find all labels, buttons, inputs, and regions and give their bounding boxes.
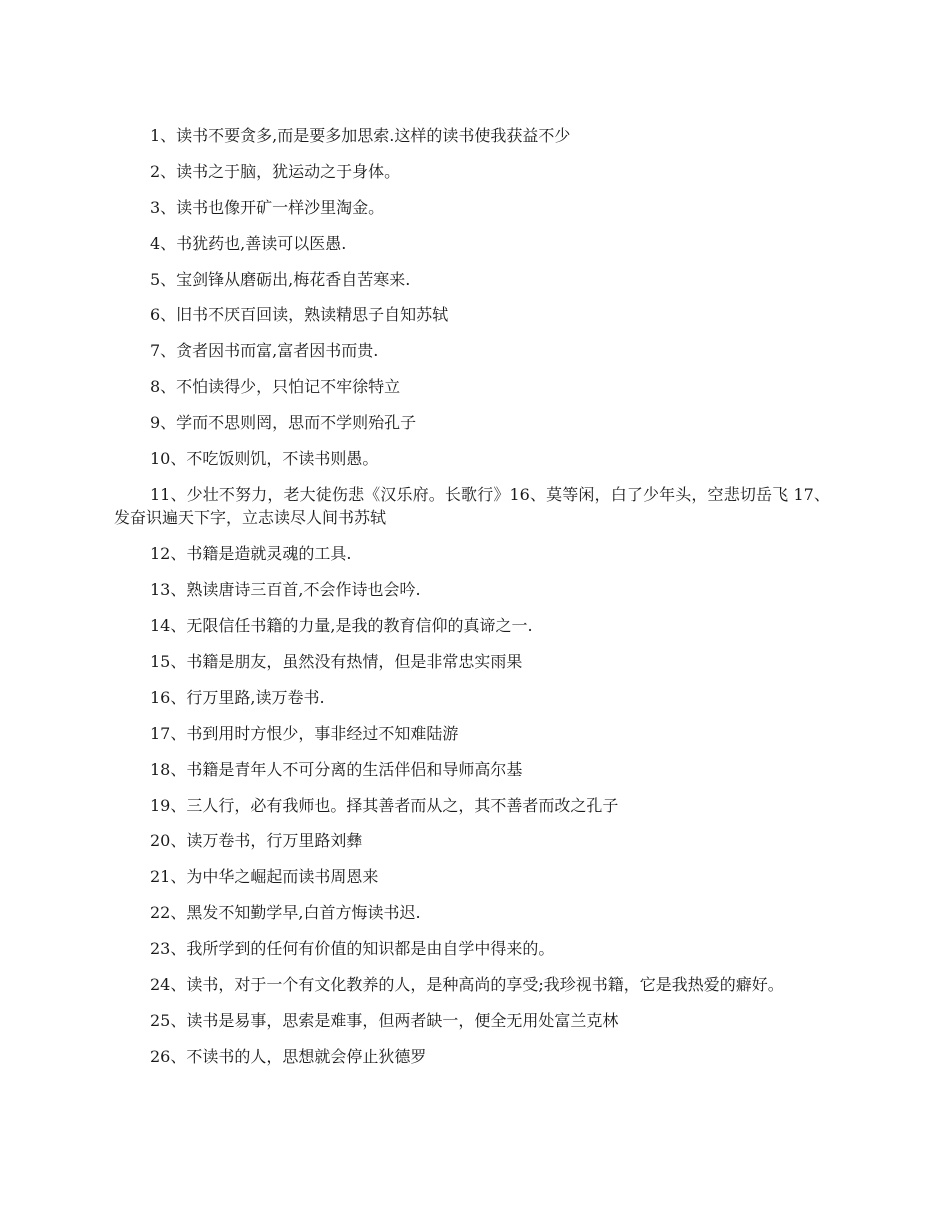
quote-paragraph-18: 18、书籍是青年人不可分离的生活伴侣和导师高尔基 — [150, 759, 523, 779]
quote-paragraph-10: 10、不吃饭则饥，不读书则愚。 — [150, 449, 379, 469]
quote-paragraph-17: 17、书到用时方恨少，事非经过不知难陆游 — [150, 723, 459, 743]
quote-paragraph-19: 19、三人行，必有我师也。择其善者而从之，其不善者而改之孔子 — [150, 795, 619, 815]
quote-paragraph-11: 11、少壮不努力，老大徒伤悲《汉乐府。长歌行》16、莫等闲，白了少年头，空悲切岳飞 17、发奋识遍天下字，立志读尽人间书苏轼 — [114, 484, 830, 528]
quote-paragraph-5: 5、宝剑锋从磨砺出,梅花香自苦寒来. — [150, 269, 411, 289]
quote-paragraph-25: 25、读书是易事，思索是难事，但两者缺一，便全无用处富兰克林 — [150, 1010, 619, 1030]
quote-list — [114, 124, 830, 1081]
quote-paragraph-22: 22、黑发不知勤学早,白首方悔读书迟. — [150, 903, 421, 923]
quote-paragraph-13: 13、熟读唐诗三百首,不会作诗也会吟. — [150, 580, 421, 600]
quote-paragraph-4: 4、书犹药也,善读可以医愚. — [150, 233, 347, 253]
quote-paragraph-16: 16、行万里路,读万卷书. — [150, 687, 325, 707]
quote-paragraph-6: 6、旧书不厌百回读，熟读精思子自知苏轼 — [150, 305, 449, 325]
quote-paragraph-9: 9、学而不思则罔，思而不学则殆孔子 — [150, 413, 417, 433]
quote-paragraph-26: 26、不读书的人，思想就会停止狄德罗 — [150, 1046, 427, 1066]
quote-paragraph-14: 14、无限信任书籍的力量,是我的教育信仰的真谛之一. — [150, 616, 533, 636]
quote-paragraph-24: 24、读书，对于一个有文化教养的人，是种高尚的享受;我珍视书籍，它是我热爱的癖好。 — [150, 974, 784, 994]
quote-paragraph-2: 2、读书之于脑，犹运动之于身体。 — [150, 161, 401, 181]
quote-paragraph-12: 12、书籍是造就灵魂的工具. — [150, 544, 352, 564]
quote-paragraph-20: 20、读万卷书，行万里路刘彝 — [150, 831, 363, 851]
quote-paragraph-7: 7、贪者因书而富,富者因书而贵. — [150, 341, 379, 361]
quote-paragraph-21: 21、为中华之崛起而读书周恩来 — [150, 867, 379, 887]
quote-paragraph-15: 15、书籍是朋友，虽然没有热情，但是非常忠实雨果 — [150, 651, 523, 671]
quote-paragraph-3: 3、读书也像开矿一样沙里淘金。 — [150, 197, 385, 217]
quote-paragraph-23: 23、我所学到的任何有价值的知识都是由自学中得来的。 — [150, 939, 555, 959]
quote-paragraph-1: 1、读书不要贪多,而是要多加思索.这样的读书使我获益不少 — [150, 126, 571, 145]
quote-paragraph-8: 8、不怕读得少，只怕记不牢徐特立 — [150, 377, 401, 397]
